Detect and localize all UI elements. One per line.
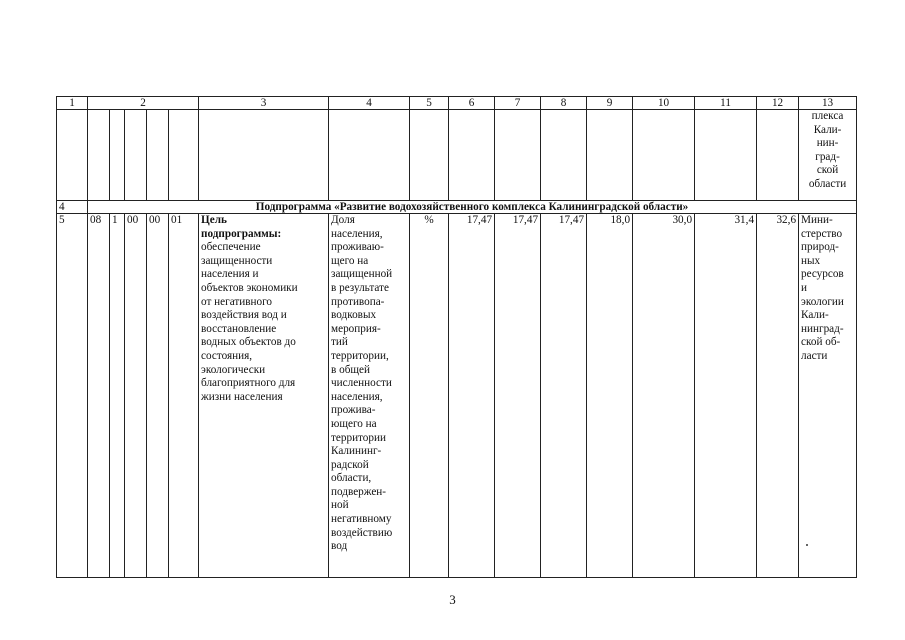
responsible-cell: Мини- стерство природ- ных ресурсов и экологии Кали- нинград- ской об- ласти — [799, 214, 857, 578]
empty-cell — [757, 110, 799, 201]
code-cell: 00 — [147, 214, 169, 578]
header-cell: 5 — [410, 97, 449, 110]
value-cell: 17,47 — [541, 214, 587, 578]
header-cell: 2 — [88, 97, 199, 110]
empty-cell — [125, 110, 147, 201]
empty-cell — [587, 110, 633, 201]
value-cell: 32,6 — [757, 214, 799, 578]
page-number: 3 — [449, 592, 456, 607]
value-cell: 31,4 — [695, 214, 757, 578]
goal-cell — [199, 214, 329, 578]
empty-cell — [199, 110, 329, 201]
scan-speck — [806, 544, 808, 546]
empty-cell — [633, 110, 695, 201]
empty-cell — [329, 110, 410, 201]
column-number-row — [57, 97, 857, 110]
empty-cell — [541, 110, 587, 201]
continued-responsible-text: плекса Кали- нин- град- ской области — [799, 110, 857, 201]
code-cell: 08 — [88, 214, 110, 578]
subprogram-number: 4 — [57, 201, 88, 214]
subprogram-title: Подпрограмма «Развитие водохозяйственного комплекса Калининградской области» — [88, 201, 857, 214]
header-cell: 6 — [449, 97, 495, 110]
header-cell: 10 — [633, 97, 695, 110]
empty-cell — [110, 110, 125, 201]
header-cell: 13 — [799, 97, 857, 110]
empty-cell — [147, 110, 169, 201]
indicator-row — [57, 214, 857, 578]
header-cell: 7 — [495, 97, 541, 110]
empty-cell — [169, 110, 199, 201]
code-cell: 01 — [169, 214, 199, 578]
code-cell: 1 — [110, 214, 125, 578]
header-cell: 1 — [57, 97, 88, 110]
value-cell: 17,47 — [449, 214, 495, 578]
value-cell: 30,0 — [633, 214, 695, 578]
unit-cell: % — [410, 214, 449, 578]
indicators-table — [56, 96, 857, 578]
subprogram-row — [57, 201, 857, 214]
continuation-row — [57, 110, 857, 201]
code-cell: 00 — [125, 214, 147, 578]
goal-title: Цель подпрограммы: — [201, 214, 282, 240]
goal-text: обеспечение защищенности населения и объектов экономики от негативного воздействия вод и восстановление водных объектов до состояния, экологически благоприятного для жизни населения — [201, 241, 298, 403]
header-cell: 9 — [587, 97, 633, 110]
empty-cell — [88, 110, 110, 201]
header-cell: 8 — [541, 97, 587, 110]
empty-cell — [695, 110, 757, 201]
header-cell: 12 — [757, 97, 799, 110]
empty-cell — [495, 110, 541, 201]
header-cell: 4 — [329, 97, 410, 110]
indicator-cell: Доля населения, проживаю- щего на защищенной в результате противопа- водковых мероприя- тий территории, в общей численности населения, прожива- ющего на территории Калининг- радской области, подвержен- ной негативному воздействию вод — [329, 214, 410, 578]
empty-cell — [57, 110, 88, 201]
row-number: 5 — [57, 214, 88, 578]
empty-cell — [449, 110, 495, 201]
empty-cell — [410, 110, 449, 201]
header-cell: 3 — [199, 97, 329, 110]
value-cell: 17,47 — [495, 214, 541, 578]
value-cell: 18,0 — [587, 214, 633, 578]
header-cell: 11 — [695, 97, 757, 110]
